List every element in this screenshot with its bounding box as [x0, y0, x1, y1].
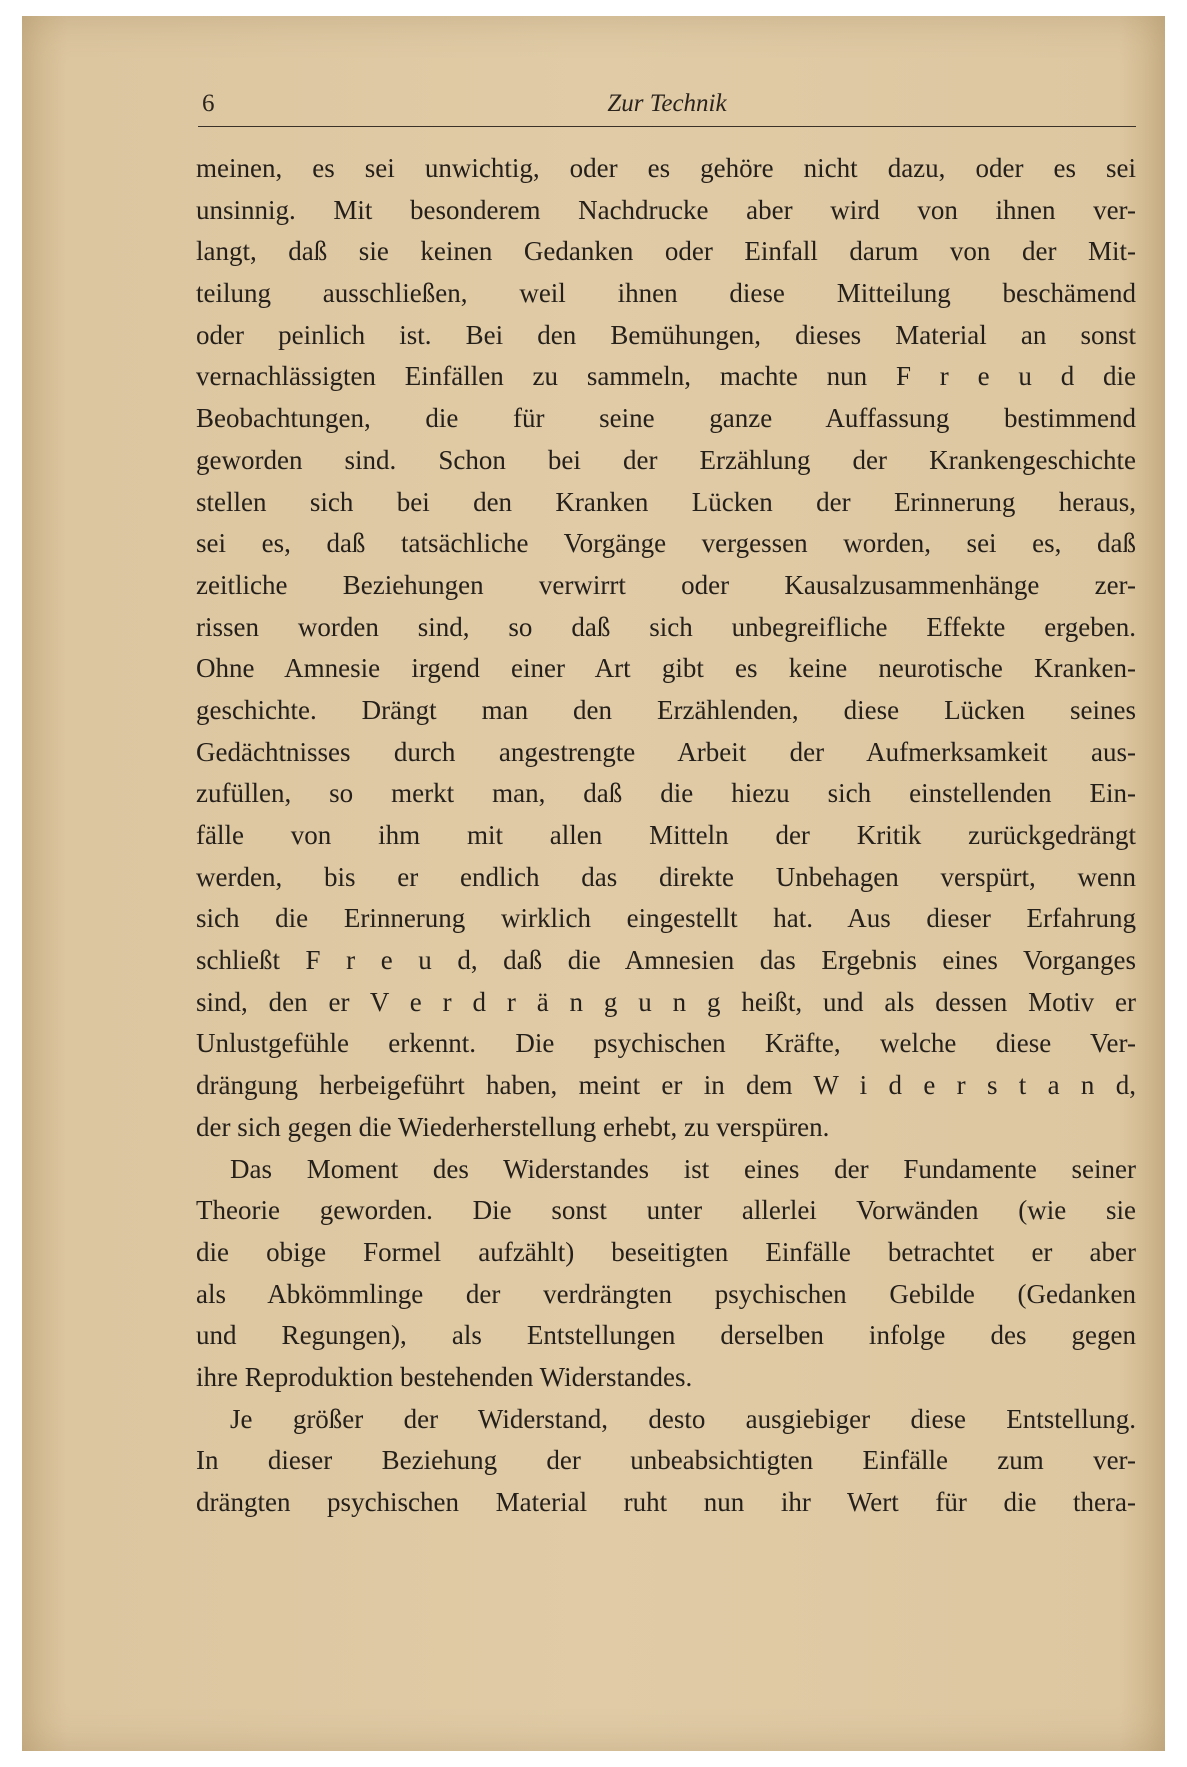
text-line: stellen sich bei den Kranken Lücken der Erinnerung heraus, [196, 486, 1136, 517]
text-line: Unlustgefühle erkennt. Die psychischen Kräfte, welche diese Ver- [196, 1028, 1136, 1059]
text-line: die obige Formel aufzählt) beseitigten Einfälle betrachtet er aber [196, 1236, 1136, 1267]
page-header [198, 86, 1136, 127]
text-line: teilung ausschließen, weil ihnen diese Mitteilung beschämend [196, 278, 1136, 309]
text-line: drängten psychischen Material ruht nun ihr Wert für die thera- [196, 1487, 1136, 1517]
text-line: schließt F r e u d, daß die Amnesien das Ergebnis eines Vorganges [196, 945, 1136, 976]
text-line: fälle von ihm mit allen Mitteln der Kritik zurückgedrängt [196, 820, 1136, 850]
page-number: 6 [202, 90, 215, 117]
text-line: rissen worden sind, so daß sich unbegreifliche Effekte ergeben. [196, 611, 1136, 642]
text-line: als Abkömmlinge der verdrängten psychischen Gebilde (Gedanken [196, 1278, 1136, 1309]
text-line: geworden sind. Schon bei der Erzählung der Krankengeschichte [196, 444, 1136, 475]
body-text [196, 148, 1136, 1524]
text-line: und Regungen), als Entstellungen derselben infolge des gegen [196, 1320, 1136, 1351]
text-line: In dieser Beziehung der unbeabsichtigten Einfälle zum ver- [196, 1445, 1136, 1476]
text-line: geschichte. Drängt man den Erzählenden, diese Lücken seines [196, 694, 1136, 725]
text-line: langt, daß sie keinen Gedanken oder Einfall darum von der Mit- [196, 236, 1136, 267]
text-line: unsinnig. Mit besonderem Nachdrucke aber wird von ihnen ver- [196, 194, 1136, 225]
text-line: oder peinlich ist. Bei den Bemühungen, dieses Material an sonst [196, 319, 1136, 350]
text-line: werden, bis er endlich das direkte Unbehagen verspürt, wenn [196, 861, 1136, 892]
text-line: drängung herbeigeführt haben, meint er in dem W i d e r s t a n d, [196, 1070, 1136, 1101]
text-line: meinen, es sei unwichtig, oder es gehöre nicht dazu, oder es sei [196, 153, 1136, 183]
text-line: der sich gegen die Wiederherstellung erhebt, zu verspüren. [196, 1111, 830, 1142]
text-line: sei es, daß tatsächliche Vorgänge vergessen worden, sei es, daß [196, 528, 1136, 559]
text-line: vernachlässigten Einfällen zu sammeln, machte nun F r e u d die [196, 361, 1136, 392]
text-line: Je größer der Widerstand, desto ausgiebiger diese Entstellung. [230, 1403, 1136, 1434]
text-line: sind, den er V e r d r ä n g u n g heißt, und als dessen Motiv er [196, 986, 1136, 1017]
text-line: Beobachtungen, die für seine ganze Auffassung bestimmend [196, 403, 1136, 434]
text-line: Ohne Amnesie irgend einer Art gibt es keine neurotische Kranken- [196, 653, 1136, 684]
text-line: zufüllen, so merkt man, daß die hiezu sich einstellenden Ein- [196, 778, 1136, 809]
text-line: Das Moment des Widerstandes ist eines der Fundamente seiner [230, 1153, 1136, 1184]
text-line: sich die Erinnerung wirklich eingestellt hat. Aus dieser Erfahrung [196, 903, 1136, 934]
text-line: Theorie geworden. Die sonst unter allerlei Vorwänden (wie sie [196, 1195, 1136, 1226]
text-line: Gedächtnisses durch angestrengte Arbeit der Aufmerksamkeit aus- [196, 736, 1136, 767]
text-line: zeitliche Beziehungen verwirrt oder Kausalzusammenhänge zer- [196, 569, 1136, 600]
text-line: ihre Reproduktion bestehenden Widerstandes. [196, 1361, 693, 1392]
running-title: Zur Technik [607, 90, 727, 117]
